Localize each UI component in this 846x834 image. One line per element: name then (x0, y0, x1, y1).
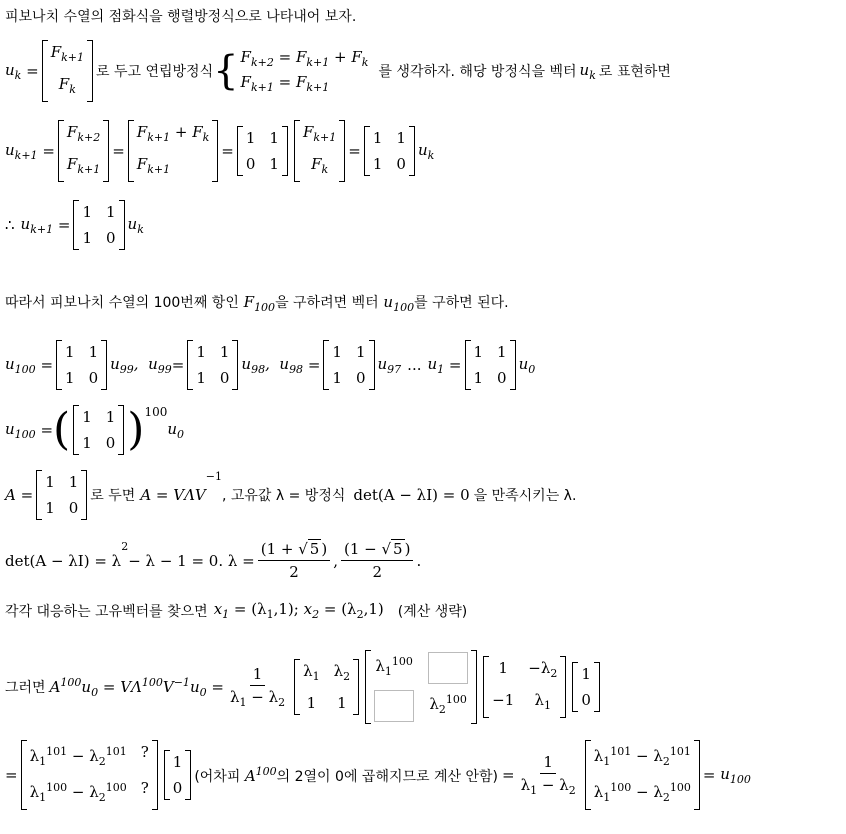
initial-vector: 1 0 (164, 750, 192, 800)
fibonacci-matrix: 1 1 1 0 (73, 200, 124, 250)
initial-vector: 1 0 (572, 662, 600, 712)
intro-sentence: 피보나치 수열의 점화식을 행렬방정식으로 나타내어 보자. (5, 9, 357, 25)
scaling-fraction: $\frac{1}{\lambda_1 - \lambda_2}$ (229, 665, 286, 709)
diagonalization-line: 그러면 $A^{100}u_0 = V\Lambda^{100}V^{-1}u_0$ = $\frac{1}{\lambda_1 - \lambda_2}$ $\lambda_1$ $\lambda_2$ 1 1 $\lambda_1^{100}$ $\lambda_2^{100}$ 1 $-\lambda_2$ −1 $\lambda_1$ 1 0 (5, 650, 603, 724)
system-brace: { (213, 48, 239, 94)
vector-definition-line (5, 40, 671, 102)
fibonacci-matrix: 1 1 1 0 (364, 126, 415, 176)
text-system: 로 두고 연립방정식 (96, 64, 214, 80)
fibonacci-matrix: 1 1 1 0 (73, 405, 124, 455)
matrix-f-k1: $F_{k+1}$ $F_k$ (294, 120, 345, 182)
power-line: $u_{100}$ = ( 1 1 1 0 ) 100 $u_0$ (5, 404, 185, 455)
equals-sign: = (21, 62, 39, 80)
diagonal-power-matrix: $\lambda_1^{100}$ $\lambda_2^{100}$ (365, 650, 477, 724)
coefficient-matrix: 1 1 0 1 (237, 126, 288, 176)
therefore-line: ∴ $u_{k+1}$ = 1 1 1 0 $u_k$ (5, 200, 144, 250)
u-k-inline: $u_k$ (579, 60, 596, 82)
result-line: = $\lambda_1^{101} - \lambda_2^{101}$ ? $\lambda_1^{100} - \lambda_2^{100}$ ? 1 0 (어차피 $A^{100}$의 2열이 0에 곱해지므로 계산 안함) = $\frac{1}{\lambda_1 - \lambda_2}$ $\lambda_1^{101} - \lambda_2^{101}$ $\lambda_1^{100} - \lambda_2^{100}$ = $u_{100}$ (5, 740, 751, 810)
partial-result-matrix: $\lambda_1^{101} - \lambda_2^{101}$ ? $\lambda_1^{100} - \lambda_2^{100}$ ? (21, 740, 158, 810)
note-text: (어차피 $A^{100}$의 2열이 0에 곱해지므로 계산 안함) (194, 764, 498, 785)
u-k-symbol: $u_k$ (5, 60, 22, 82)
empty-cell (374, 690, 414, 722)
eigenvalue-2-fraction: $\frac{(1 - √ 5 )}{2}$ (341, 540, 413, 581)
f100-sentence: 따라서 피보나치 수열의 100번째 항인 $F_{100}$을 구하려면 벡터 $u_{100}$를 구하면 된다. (5, 293, 509, 314)
matrix-equation-line: $u_{k+1}$ = $F_{k+2}$ $F_{k+1}$ = $F_{k+1} + F_k$ $F_{k+1}$ = 1 1 0 1 $F_{k+1}$ $F_k$ = 1 1 1 0 $u_k$ (5, 120, 434, 182)
eigen-definition-line: A = 1 1 1 0 로 두면 A = VΛV −1 , 고유값 λ = 방정식 det(A − λI) = 0 을 만족시키는 λ. (5, 470, 576, 520)
scaling-fraction: $\frac{1}{\lambda_1 - \lambda_2}$ (520, 753, 576, 797)
fibonacci-matrix: 1 1 1 0 (56, 340, 107, 390)
eigenvalue-1-fraction: $\frac{(1 + √ 5 )}{2}$ (258, 540, 330, 581)
matrix-f-k2: $F_{k+2}$ $F_{k+1}$ (58, 120, 109, 182)
intro-text (5, 6, 356, 26)
eigenvector-matrix: $\lambda_1$ $\lambda_2$ 1 1 (294, 659, 359, 715)
characteristic-equation-line: det(A − λI) = λ $^2$ − λ − 1 = 0. λ = $\frac{(1 + √ 5 )}{2}$ , $\frac{(1 - √ 5 )}{2}$ . (5, 540, 422, 581)
matrix-f-sum: $F_{k+1} + F_k$ $F_{k+1}$ (128, 120, 219, 182)
equation-system: $F_{k+2} = F_{k+1} + F_k$ $F_{k+1} = F_{k+1}$ (240, 48, 369, 94)
empty-cell (428, 652, 468, 684)
final-result-matrix: $\lambda_1^{101} - \lambda_2^{101}$ $\lambda_1^{100} - \lambda_2^{100}$ (585, 740, 700, 810)
eigenvector-line: 각각 대응하는 고유벡터를 찾으면 $x_1$ = $(\lambda_1,1)$; $x_2$ = $(\lambda_2,1)$ (계산 생략) (5, 600, 468, 621)
fibonacci-matrix: 1 1 1 0 (187, 340, 238, 390)
inverse-matrix: 1 $-\lambda_2$ −1 $\lambda_1$ (483, 656, 566, 718)
matrix-a: 1 1 1 0 (36, 470, 87, 520)
f-vector-matrix: $F_{k+1}$ $F_k$ (42, 40, 93, 102)
recursion-chain-line: $u_{100}$ = 1 1 1 0 $u_{99}$, $u_{99}$ = 1 1 1 0 $u_{98}$, $u_{98}$ = 1 1 1 0 $u_{97}$ ... $u_1$ = 1 1 1 0 $u_0$ (5, 340, 535, 390)
text-vector: 를 생각하자. 해당 방정식을 벡터 (378, 64, 577, 80)
text-express: 로 표현하면 (598, 64, 671, 80)
fibonacci-matrix: 1 1 1 0 (465, 340, 516, 390)
fibonacci-matrix: 1 1 1 0 (323, 340, 374, 390)
